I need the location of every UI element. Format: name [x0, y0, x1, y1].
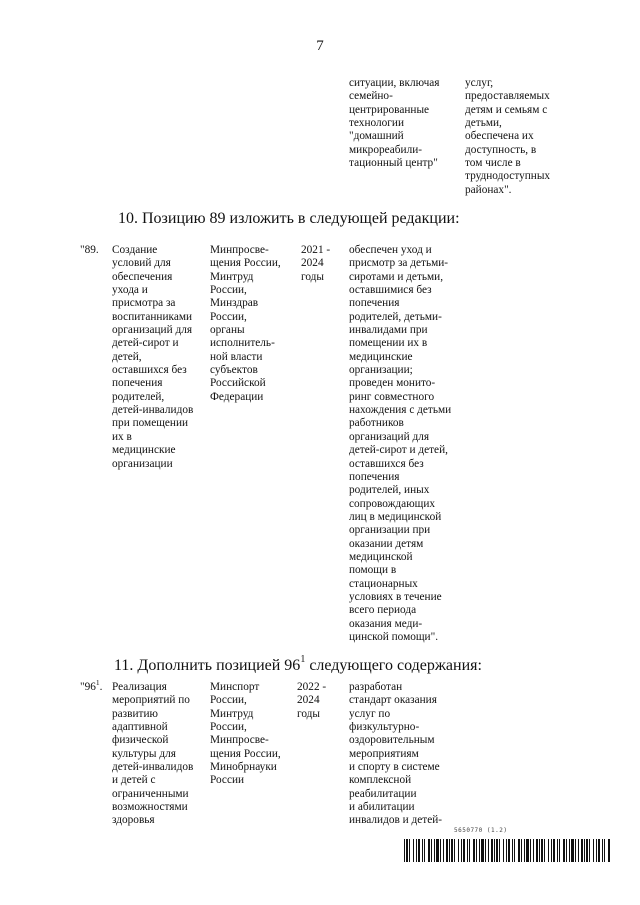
- section-11-heading: [114, 653, 482, 675]
- row-96-1-measure: Реализация мероприятий по развитию адаптивной физической культуры для детей-инвалидов и детей с ограниченными возможностями здоровья: [112, 681, 194, 827]
- barcode-id: 5650770 (1.2): [454, 827, 508, 834]
- section-11-heading-sup: 1: [300, 653, 306, 665]
- row-89-period: 2021 - 2024 годы: [301, 244, 331, 283]
- section-11-heading-tail: следующего содержания:: [305, 657, 482, 674]
- page-number: 7: [316, 38, 324, 54]
- row-96-1-number-tail: .: [99, 681, 103, 693]
- row-96-1-executors: Минспорт России, Минтруд России, Минпросве- щения России, Минобрнауки России: [210, 681, 281, 787]
- continued-result-cell: ситуации, включая семейно- центрированные технологии "домашний микрореабили- тационный центр": [349, 77, 440, 170]
- barcode: [404, 839, 610, 862]
- row-96-1-period: 2022 - 2024 годы: [297, 681, 327, 720]
- row-89-number: "89.: [80, 244, 99, 256]
- row-89-result: обеспечен уход и присмотр за детьми- сиротами и детьми, оставшимися без попечения родителей, детьми- инвалидами при помещении их в медицинские организации; проведен монито- ринг совместного нахождения с детьми работников организаций для детей-сирот и детей, оставшихся без попечения родителей, иных сопровождающих лиц в медицинской организации при оказании детям медицинской помощи в стационарных условиях в течение всего периода оказания меди- цинской помощи".: [349, 244, 452, 643]
- row-96-1-result: разработан стандарт оказания услуг по физкультурно- оздоровительным мероприятиям и спорту в системе комплексной реабилитации и абилитации инвалидов и детей-: [349, 681, 443, 827]
- row-96-1-number-main: "96: [80, 681, 96, 693]
- section-11-heading-main: 11. Дополнить позицией 96: [114, 657, 301, 674]
- row-96-1-number: [80, 678, 103, 694]
- row-96-1-number-sup: 1: [95, 678, 100, 688]
- continued-indicator-cell: услуг, предоставляемых детям и семьям с детьми, обеспечена их доступность, в том числе в труднодоступных районах".: [465, 77, 551, 196]
- row-89-executors: Минпросве- щения России, Минтруд России, Минздрав России, органы исполнитель- ной власти субъектов Российской Федерации: [210, 244, 281, 403]
- section-10-heading: 10. Позицию 89 изложить в следующей редакции:: [118, 210, 460, 227]
- row-89-measure: Создание условий для обеспечения ухода и присмотра за воспитанниками организаций для детей-сирот и детей, оставшихся без попечения родителей, детей-инвалидов при помещении их в медицинские организации: [112, 244, 194, 470]
